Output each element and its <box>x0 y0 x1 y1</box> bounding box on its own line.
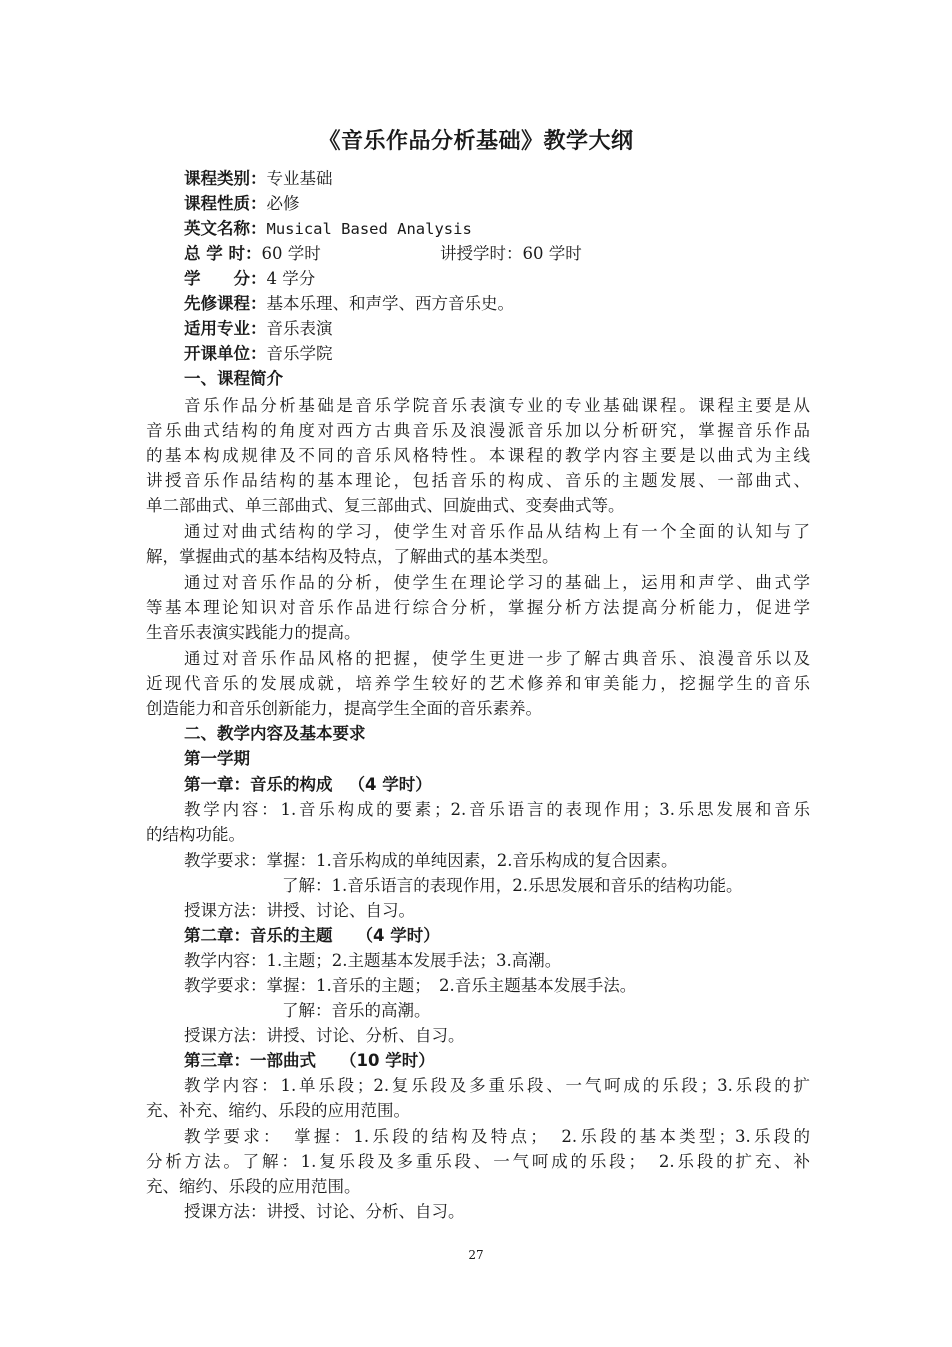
field-course-category: 课程类别：专业基础 <box>184 169 333 188</box>
field-total-hours: 总 学 时：60 学时 <box>184 244 321 263</box>
field-english-name: 英文名称：Musical Based Analysis <box>184 219 472 238</box>
field-prerequisites: 先修课程：基本乐理、和声学、西方音乐史。 <box>184 294 514 313</box>
intro-p2-line-2: 解，掌握曲式的基本结构及特点，了解曲式的基本类型。 <box>146 547 559 566</box>
field-credits: 学 分：4 学分 <box>184 269 316 288</box>
chapter-3-requirement-line-2: 分析方法。了解：1.复乐段及多重乐段、一气呵成的乐段； 2.乐段的扩充、补 <box>146 1152 810 1171</box>
intro-p3-line-2: 等基本理论知识对音乐作品进行综合分析，掌握分析方法提高分析能力，促进学 <box>146 598 810 617</box>
intro-p3-line-3: 生音乐表演实践能力的提高。 <box>146 623 361 642</box>
field-offering-unit: 开课单位：音乐学院 <box>184 344 333 363</box>
document-title: 《音乐作品分析基础》教学大纲 <box>318 129 634 154</box>
chapter-3-heading: 第三章：一部曲式 （10 学时） <box>184 1051 435 1070</box>
chapter-1-content-line-1: 教学内容：1.音乐构成的要素；2.音乐语言的表现作用；3.乐思发展和音乐 <box>184 800 810 819</box>
chapter-3-requirement-line-3: 充、缩约、乐段的应用范围。 <box>146 1177 361 1196</box>
chapter-3-content-line-1: 教学内容：1.单乐段；2.复乐段及多重乐段、一气呵成的乐段；3.乐段的扩 <box>184 1076 810 1095</box>
intro-p2-line-1: 通过对曲式结构的学习，使学生对音乐作品从结构上有一个全面的认知与了 <box>184 522 810 541</box>
intro-p1-line-4: 讲授音乐作品结构的基本理论，包括音乐的构成、音乐的主题发展、一部曲式、 <box>146 471 810 490</box>
chapter-2-heading: 第二章：音乐的主题 （4 学时） <box>184 926 440 945</box>
section-heading-intro: 一、课程简介 <box>184 369 283 388</box>
field-course-nature: 课程性质：必修 <box>184 194 300 213</box>
section-heading-content: 二、教学内容及基本要求 <box>184 724 366 743</box>
chapter-2-requirement-understand: 了解：音乐的高潮。 <box>282 1001 431 1020</box>
intro-p1-line-3: 的基本构成规律及不同的音乐风格特性。本课程的教学内容主要是以曲式为主线 <box>146 446 810 465</box>
chapter-1-requirement-understand: 了解：1.音乐语言的表现作用，2.乐思发展和音乐的结构功能。 <box>282 876 743 895</box>
chapter-2-method: 授课方法：讲授、讨论、分析、自习。 <box>184 1026 465 1045</box>
chapter-1-content-line-2: 的结构功能。 <box>146 825 245 844</box>
chapter-3-method: 授课方法：讲授、讨论、分析、自习。 <box>184 1202 465 1221</box>
chapter-3-requirement-line-1: 教学要求： 掌握：1.乐段的结构及特点； 2.乐段的基本类型；3.乐段的 <box>184 1127 810 1146</box>
intro-p1-line-2: 音乐曲式结构的角度对西方古典音乐及浪漫派音乐加以分析研究，掌握音乐作品 <box>146 421 810 440</box>
intro-p4-line-2: 近现代音乐的发展成就，培养学生较好的艺术修养和审美能力，挖掘学生的音乐 <box>146 674 810 693</box>
intro-p3-line-1: 通过对音乐作品的分析，使学生在理论学习的基础上，运用和声学、曲式学 <box>184 573 810 592</box>
intro-p4-line-3: 创造能力和音乐创新能力，提高学生全面的音乐素养。 <box>146 699 542 718</box>
chapter-1-heading: 第一章：音乐的构成 （4 学时） <box>184 775 432 794</box>
chapter-1-requirement-master: 教学要求：掌握：1.音乐构成的单纯因素，2.音乐构成的复合因素。 <box>184 851 678 870</box>
chapter-2-content: 教学内容：1.主题；2.主题基本发展手法；3.高潮。 <box>184 951 562 970</box>
page-number: 27 <box>468 1248 484 1262</box>
intro-p1-line-5: 单二部曲式、单三部曲式、复三部曲式、回旋曲式、变奏曲式等。 <box>146 496 625 515</box>
field-lecture-hours: 讲授学时：60 学时 <box>440 244 582 263</box>
intro-p4-line-1: 通过对音乐作品风格的把握，使学生更进一步了解古典音乐、浪漫音乐以及 <box>184 649 810 668</box>
field-applicable-major: 适用专业：音乐表演 <box>184 319 333 338</box>
chapter-2-requirement-master: 教学要求：掌握：1.音乐的主题； 2.音乐主题基本发展手法。 <box>184 976 637 995</box>
semester-heading: 第一学期 <box>184 749 250 768</box>
intro-p1-line-1: 音乐作品分析基础是音乐学院音乐表演专业的专业基础课程。课程主要是从 <box>184 396 810 415</box>
chapter-3-content-line-2: 充、补充、缩约、乐段的应用范围。 <box>146 1101 410 1120</box>
chapter-1-method: 授课方法：讲授、讨论、自习。 <box>184 901 415 920</box>
